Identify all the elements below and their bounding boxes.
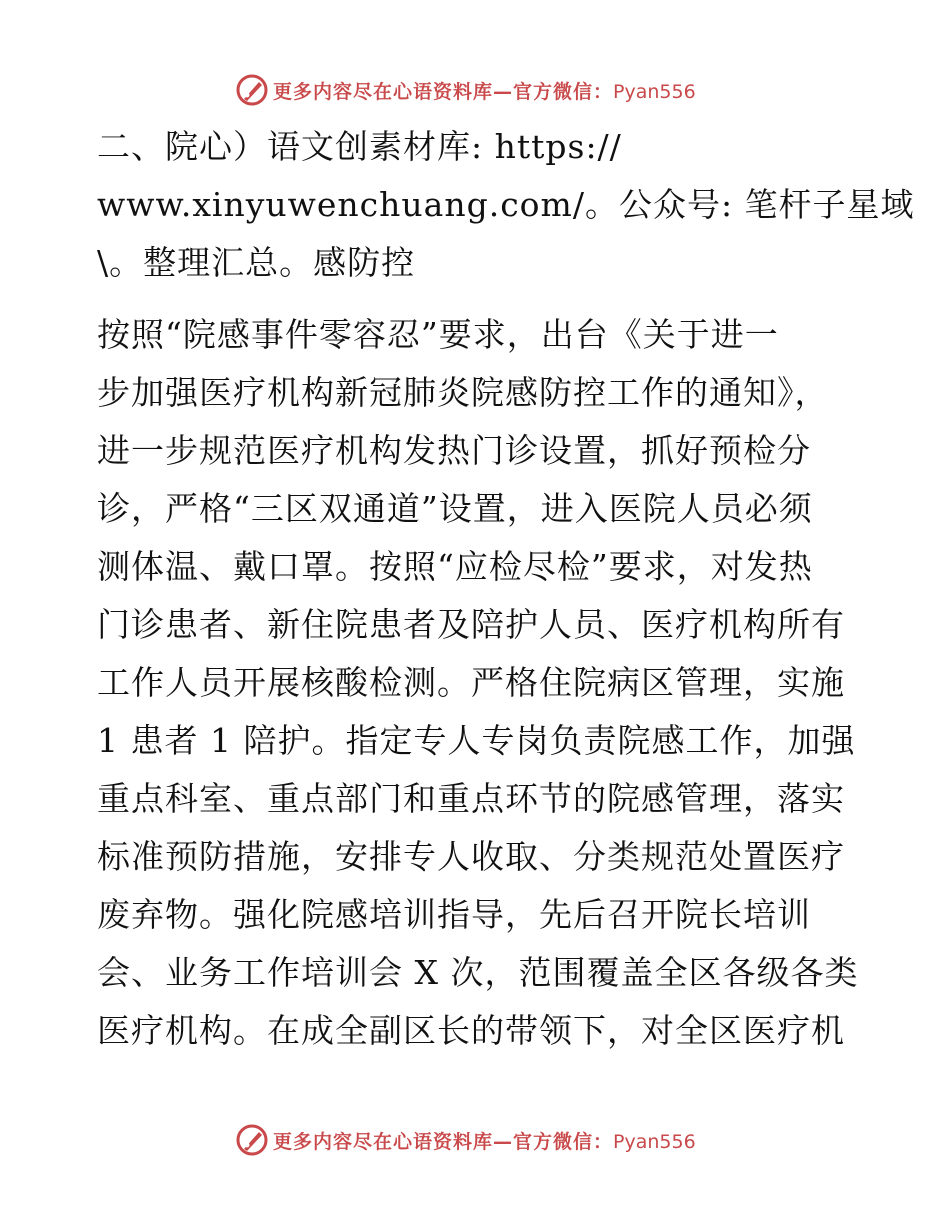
paragraph [97,306,857,1060]
document-body [97,118,915,1060]
paragraph-line: 废弃物。强化院感培训指导，先后召开院长培训 [97,895,811,934]
paragraph-line: 进一步规范医疗机构发热门诊设置，抓好预检分 [97,431,811,470]
heading-line: www.xinyuwenchuang.com/。公众号: 笔杆子星域 [97,185,915,224]
paragraph-line: 门诊患者、新住院患者及陪护人员、医疗机构所有 [97,605,845,644]
paragraph-line: 1 患者 1 陪护。指定专人专岗负责院感工作，加强 [97,721,856,760]
paragraph-line: 标准预防措施，安排专人收取、分类规范处置医疗 [97,837,845,876]
header-banner [235,70,696,110]
paragraph-line: 重点科室、重点部门和重点环节的院感管理，落实 [97,779,845,818]
banner-text: 更多内容尽在心语资料库—官方微信： [273,1130,614,1153]
pen-logo-icon [235,73,269,107]
paragraph-line: 按照“院感事件零容忍”要求，出台《关于进一 [97,315,779,354]
paragraph-line: 诊，严格“三区双通道”设置，进入医院人员必须 [97,489,813,528]
paragraph-line: 工作人员开展核酸检测。严格住院病区管理，实施 [97,663,845,702]
section-heading [97,118,915,292]
paragraph-line: 医疗机构。在成全副区长的带领下，对全区医疗机 [97,1011,845,1050]
paragraph-line: 测体温、戴口罩。按照“应检尽检”要求，对发热 [97,547,813,586]
wechat-id: Pyan556 [613,80,696,103]
pen-logo-icon [235,1123,269,1157]
wechat-id: Pyan556 [613,1130,696,1153]
heading-line: \。整理汇总。感防控 [97,243,416,282]
paragraph-line: 会、业务工作培训会 X 次，范围覆盖全区各级各类 [97,953,859,992]
paragraph-line: 步加强医疗机构新冠肺炎院感防控工作的通知》， [97,373,829,412]
footer-banner [235,1120,696,1160]
heading-line: 二、院心）语文创素材库: https:// [97,127,622,166]
banner-text: 更多内容尽在心语资料库—官方微信： [273,80,614,103]
